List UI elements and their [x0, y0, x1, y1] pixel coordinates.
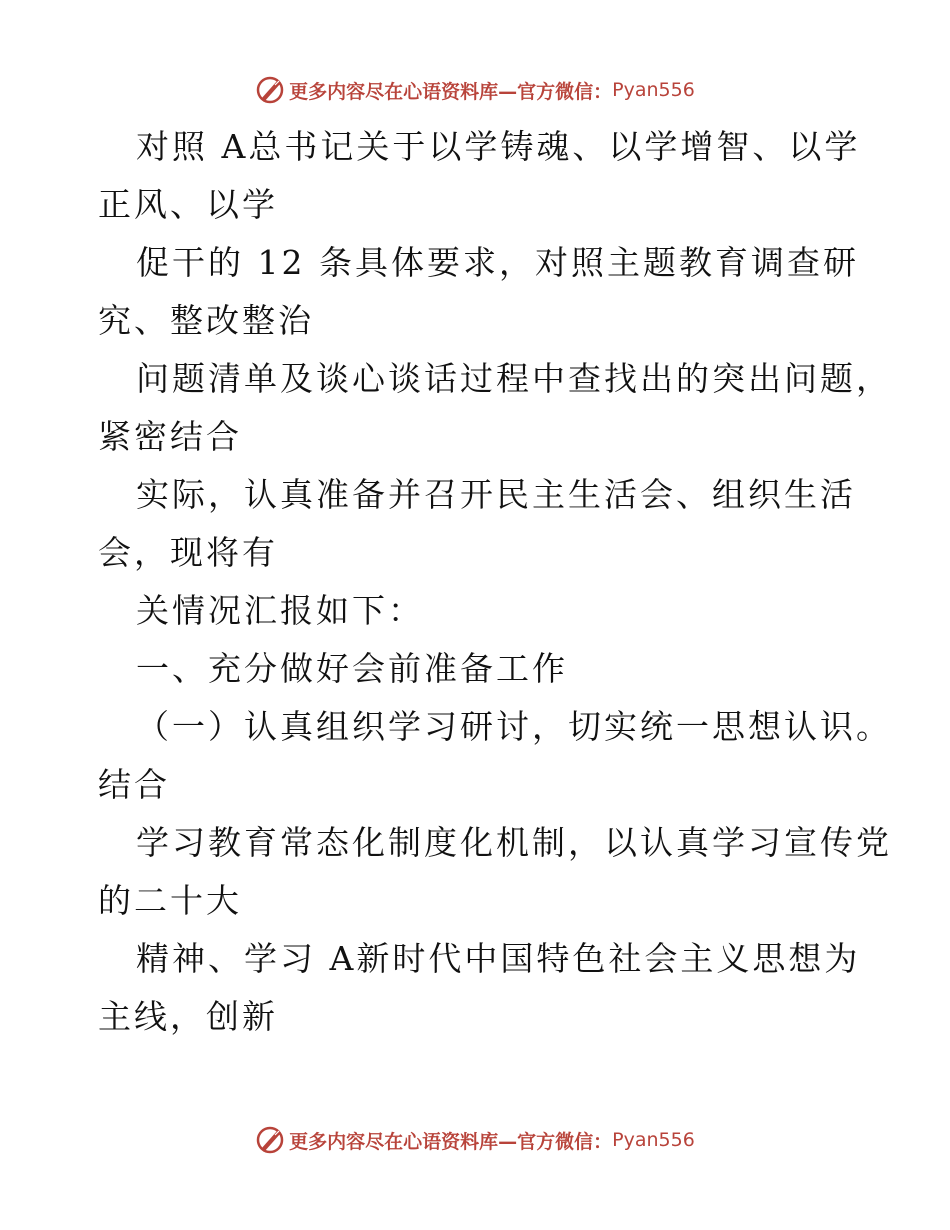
paragraph-line: 关情况汇报如下：: [136, 591, 424, 630]
paragraph-line: 一、充分做好会前准备工作: [136, 649, 568, 688]
watermark-text: 更多内容尽在心语资料库—官方微信：: [289, 80, 613, 103]
watermark-wechat-id: Pyan556: [612, 1129, 695, 1151]
paragraph-line: 学习教育常态化制度化机制，以认真学习宣传党: [136, 823, 892, 862]
header-watermark: [0, 70, 950, 110]
paragraph-line: 对照 A总书记关于以学铸魂、以学增智、以学: [136, 127, 861, 166]
paragraph-line: 主线，创新: [98, 997, 278, 1036]
paragraph-line: 究、整改整治: [98, 301, 314, 340]
quill-pen-circle-icon: [255, 1125, 285, 1155]
paragraph-line: 精神、学习 A新时代中国特色社会主义思想为: [136, 939, 861, 978]
paragraph-line: 问题清单及谈心谈话过程中查找出的突出问题，: [136, 359, 892, 398]
quill-pen-circle-icon: [255, 75, 285, 105]
paragraph-line: 会，现将有: [98, 533, 278, 572]
watermark-text: 更多内容尽在心语资料库—官方微信：: [289, 1130, 613, 1153]
paragraph-line: 实际，认真准备并召开民主生活会、组织生活: [136, 475, 856, 514]
paragraph-line: （一）认真组织学习研讨，切实统一思想认识。: [136, 707, 892, 746]
document-body: [98, 118, 892, 1046]
paragraph-line: 促干的 12 条具体要求，对照主题教育调查研: [136, 243, 859, 282]
paragraph-line: 结合: [98, 765, 170, 804]
paragraph-line: 紧密结合: [98, 417, 242, 456]
paragraph-line: 正风、以学: [98, 185, 278, 224]
watermark-wechat-id: Pyan556: [612, 79, 695, 101]
footer-watermark: [0, 1120, 950, 1160]
paragraph-line: 的二十大: [98, 881, 242, 920]
